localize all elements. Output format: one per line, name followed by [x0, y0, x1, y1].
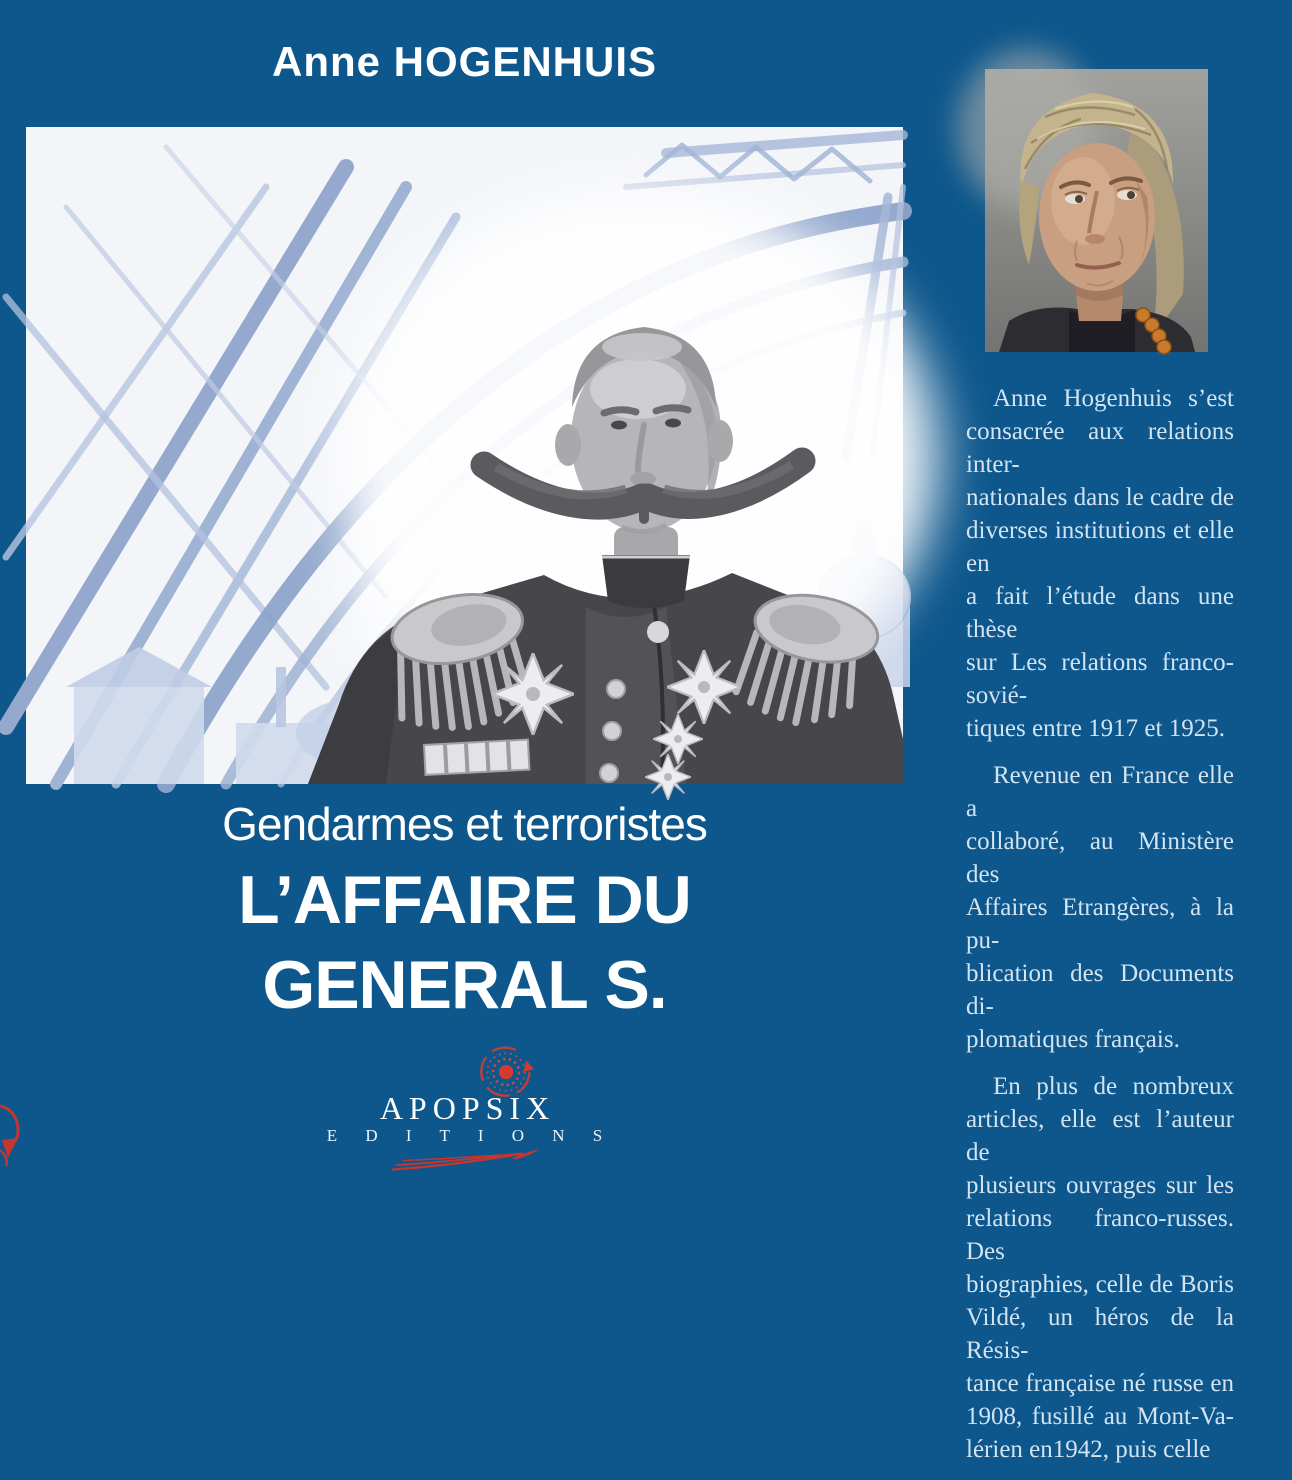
bio-text-line: plomatiques français. — [966, 1026, 1180, 1053]
bio-text-line: tiques entre 1917 et 1925. — [966, 715, 1225, 742]
publisher-name: APOPSIX — [379, 1090, 556, 1126]
bio-text-line: plusieurs ouvrages sur les — [966, 1172, 1234, 1199]
bio-text-line: collaboré, au Ministère des — [966, 828, 1234, 888]
bio-text-line: Vildé, un héros de la Résis- — [966, 1304, 1234, 1364]
author-portrait — [985, 69, 1208, 352]
bio-text-line: En plus de nombreux — [993, 1073, 1234, 1100]
bio-paragraph-2 — [966, 759, 1234, 1056]
book-title-line-2: GENERAL S. — [262, 947, 667, 1023]
bio-text-line: articles, elle est l’auteur de — [966, 1106, 1234, 1166]
bio-text-line: relations franco-russes. Des — [966, 1205, 1234, 1265]
eiffel-tower-general-montage — [26, 127, 903, 784]
bio-text-line: 1908, fusillé au Mont-Va- — [966, 1403, 1234, 1430]
author-bio — [966, 382, 1234, 1480]
publisher-subname: E D I T I O N S — [326, 1126, 615, 1145]
left-edge-spiral-icon — [0, 1100, 24, 1166]
bio-paragraph-1 — [966, 382, 1234, 745]
bio-text-line: nationales dans le cadre de — [966, 484, 1234, 511]
bio-text-line: diverses institutions et elle en — [966, 517, 1234, 577]
author-photo — [985, 69, 1208, 352]
author-name: Anne HOGENHUIS — [271, 38, 658, 85]
book-title-line-1: L’AFFAIRE DU — [238, 862, 691, 938]
bio-text-line: lérien en1942, puis celle — [966, 1436, 1211, 1463]
publisher-logo — [26, 1048, 903, 1175]
bio-text-line: biographies, celle de Boris — [966, 1271, 1234, 1298]
bio-text-line: consacrée aux relations inter- — [966, 418, 1234, 478]
bio-text-line: a fait l’étude dans une thèse — [966, 583, 1234, 643]
bio-text-line: Affaires Etrangères, à la pu- — [966, 894, 1234, 954]
bio-text-line: sur Les relations franco-sovié- — [966, 649, 1234, 709]
cover-photo-montage — [26, 127, 903, 784]
bio-text-line: blication des Documents di- — [966, 960, 1234, 1020]
book-title — [26, 858, 903, 1028]
bio-text-line: Anne Hogenhuis s’est — [993, 385, 1234, 412]
apopsix-swoosh-icon — [381, 1148, 549, 1175]
bio-text-line: Revenue en France elle a — [966, 762, 1234, 822]
subtitle: Gendarmes et terroristes — [222, 798, 707, 850]
bio-text-line: tance française né russe en — [966, 1370, 1234, 1397]
apopsix-spiral-icon — [480, 1048, 536, 1098]
bio-paragraph-3 — [966, 1070, 1234, 1466]
